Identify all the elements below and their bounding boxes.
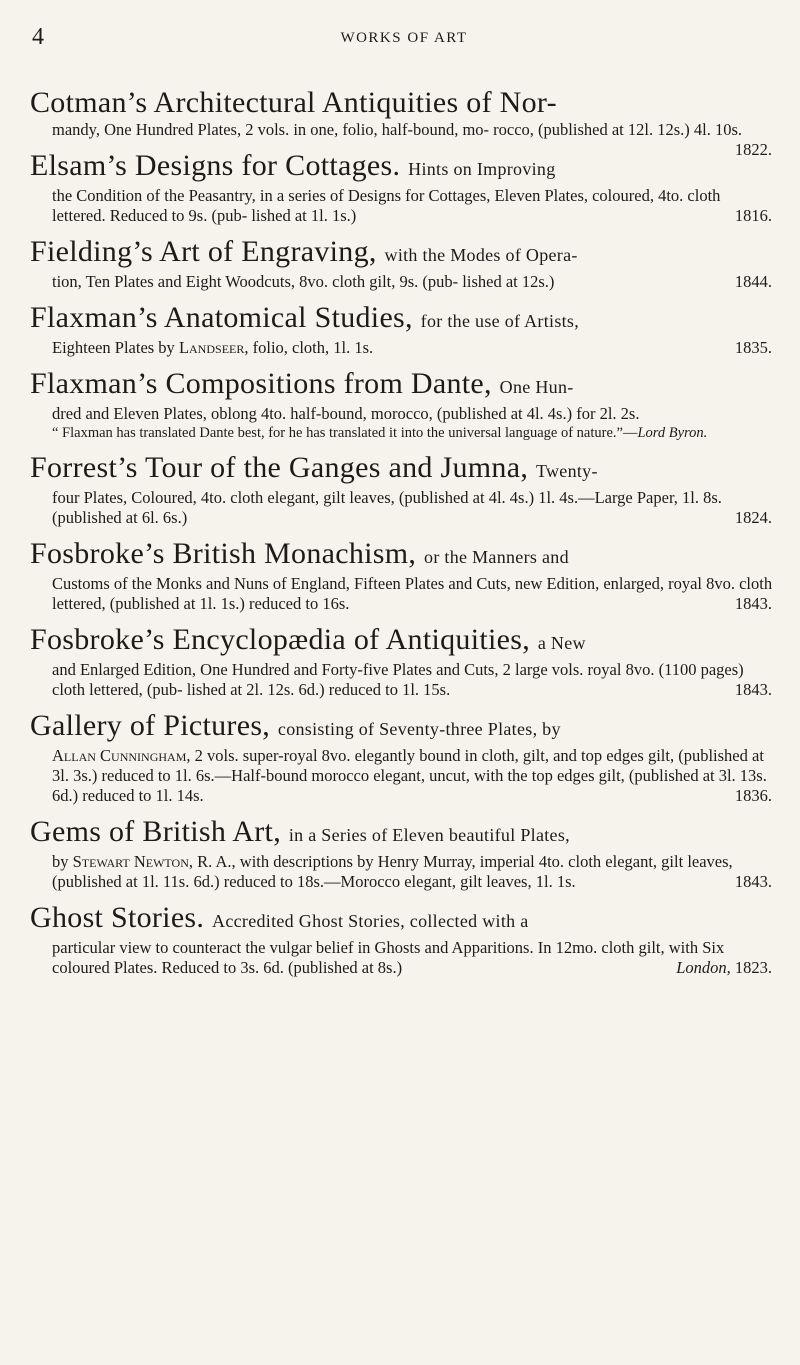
entry-year: 1822. xyxy=(734,140,772,159)
artist-name: Allan Cunningham, xyxy=(52,746,191,765)
entry-year: 1843. xyxy=(734,680,772,699)
entry-description: mandy, One Hundred Plates, 2 vols. in one, folio, half-bound, mo- rocco, (published at 12l. 12s.) 4l. 10s. xyxy=(52,120,742,139)
entry-year: 1816. xyxy=(734,206,772,225)
entry-description-continued: R. A., with descriptions by Henry Murray, imperial 4to. cloth elegant, gilt leaves, (published at 1l. 11s. 6d.) reduced to 18s.—Morocco elegant, gilt leaves, 1l. 1s. xyxy=(52,852,733,891)
catalog-entry xyxy=(30,367,778,442)
entry-title-line xyxy=(30,815,778,852)
entry-description: particular view to counteract the vulgar belief in Ghosts and Apparitions. In 12mo. cloth gilt, with Six coloured Plates. Reduced to 3s. 6d. (published at 8s.) xyxy=(52,938,725,977)
entry-lead: One Hun- xyxy=(499,377,574,397)
entry-title: Fosbroke’s Encyclopædia of Antiquities, xyxy=(30,623,530,656)
entry-lead: Twenty- xyxy=(535,461,598,481)
entry-title: Flaxman’s Anatomical Studies, xyxy=(30,301,413,334)
quote-text: “ Flaxman has translated Dante best, for he has translated it into the universal language of nature.”— xyxy=(52,425,638,441)
entry-title: Flaxman’s Compositions from Dante, xyxy=(30,367,492,400)
entry-title: Fielding’s Art of Engraving, xyxy=(30,235,377,268)
entry-title: Elsam’s Designs for Cottages. xyxy=(30,149,401,182)
entry-body xyxy=(52,488,778,528)
entry-title-line xyxy=(30,301,778,338)
entry-description: and Enlarged Edition, One Hundred and Forty-five Plates and Cuts, 2 large vols. royal 8vo. (1100 pages) cloth lettered, (pub- lished at 2l. 12s. 6d.) reduced to 1l. 15s. xyxy=(52,660,744,699)
entry-lead: consisting of Seventy-three Plates, by xyxy=(277,719,561,739)
entry-year: 1823. xyxy=(734,958,772,977)
catalog-entry xyxy=(30,901,778,978)
quote-source: Lord Byron. xyxy=(637,425,708,441)
entry-year-group xyxy=(676,958,772,978)
entry-lead: with the Modes of Opera- xyxy=(384,245,578,265)
entry-lead: Accredited Ghost Stories, collected with a xyxy=(212,911,529,931)
entry-year: 1844. xyxy=(734,272,772,291)
running-head xyxy=(30,24,778,52)
entry-place: London, xyxy=(676,958,731,977)
entry-year: 1843. xyxy=(734,872,772,891)
running-title: WORKS OF ART xyxy=(340,30,468,46)
entry-lead: a New xyxy=(537,633,586,653)
entry-body xyxy=(52,938,778,978)
entry-description: tion, Ten Plates and Eight Woodcuts, 8vo. cloth gilt, 9s. (pub- lished at 12s.) xyxy=(52,272,555,291)
entry-body xyxy=(52,186,778,226)
entry-quote xyxy=(52,424,778,442)
entry-year: 1835. xyxy=(734,338,772,357)
entry-title: Forrest’s Tour of the Ganges and Jumna, xyxy=(30,451,529,484)
entry-description: Customs of the Monks and Nuns of England, Fifteen Plates and Cuts, new Edition, enlarged, royal 8vo. cloth lettered, (published at 1l. 1s.) reduced to 16s. xyxy=(52,574,773,613)
entry-year: 1824. xyxy=(734,508,772,527)
entry-description: Eighteen Plates by xyxy=(52,338,175,357)
entry-body xyxy=(52,272,778,292)
catalog-entry xyxy=(30,537,778,614)
page-number: 4 xyxy=(32,24,44,50)
entry-body xyxy=(52,852,778,892)
entry-description: the Condition of the Peasantry, in a series of Designs for Cottages, Eleven Plates, coloured, 4to. cloth lettered. Reduced to 9s. (pub- lished at 1l. 1s.) xyxy=(52,186,721,225)
entry-title: Cotman’s Architectural Antiquities of Nor- xyxy=(30,86,557,119)
entry-body xyxy=(52,404,778,442)
entry-title: Ghost Stories. xyxy=(30,901,205,934)
entry-lead: or the Manners and xyxy=(424,547,569,567)
entry-title-line xyxy=(30,901,778,938)
entry-body xyxy=(52,746,778,806)
entry-year: 1843. xyxy=(734,594,772,613)
artist-name: Stewart Newton, xyxy=(72,852,194,871)
entry-description: dred and Eleven Plates, oblong 4to. half-bound, morocco, (published at 4l. 4s.) for 2l. 2s. xyxy=(52,404,640,423)
catalog-entry xyxy=(30,301,778,358)
entry-body xyxy=(52,660,778,700)
entry-body xyxy=(52,338,778,358)
entry-description: four Plates, Coloured, 4to. cloth elegant, gilt leaves, (published at 4l. 4s.) 1l. 4s.—Large Paper, 1l. 8s. (published at 6l. 6s.) xyxy=(52,488,722,527)
entry-body xyxy=(52,120,778,159)
catalog-entry xyxy=(30,86,778,159)
entry-title: Gallery of Pictures, xyxy=(30,709,271,742)
entry-lead: in a Series of Eleven beautiful Plates, xyxy=(288,825,570,845)
entry-title-line xyxy=(30,709,778,746)
catalog-entry xyxy=(30,709,778,806)
entry-lead: for the use of Artists, xyxy=(420,311,580,331)
catalog-entry xyxy=(30,149,778,226)
entry-description: by xyxy=(52,852,69,871)
entry-title-line xyxy=(30,537,778,574)
catalog-entry xyxy=(30,235,778,292)
entry-title-line xyxy=(30,367,778,404)
entry-title-line xyxy=(30,235,778,272)
entry-title-line xyxy=(30,149,778,186)
entry-title: Gems of British Art, xyxy=(30,815,281,848)
entry-description: 2 vols. super-royal 8vo. elegantly bound in cloth, gilt, and top edges gilt, (published at 3l. 3s.) reduced to 1l. 6s.—Half-bound morocco elegant, uncut, with the top edges gilt, (published at 3l. 13s. 6d.) reduced to 1l. 14s. xyxy=(52,746,767,805)
entry-title-line xyxy=(30,451,778,488)
catalog-entry xyxy=(30,451,778,528)
entry-body xyxy=(52,574,778,614)
entry-year: 1836. xyxy=(734,786,772,805)
entry-title-line xyxy=(30,623,778,660)
artist-name: Landseer, xyxy=(178,338,249,357)
entry-description-continued: folio, cloth, 1l. 1s. xyxy=(252,338,374,357)
catalog-entry xyxy=(30,815,778,892)
catalog-entry xyxy=(30,623,778,700)
entry-title: Fosbroke’s British Monachism, xyxy=(30,537,417,570)
entry-lead: Hints on Improving xyxy=(408,159,556,179)
